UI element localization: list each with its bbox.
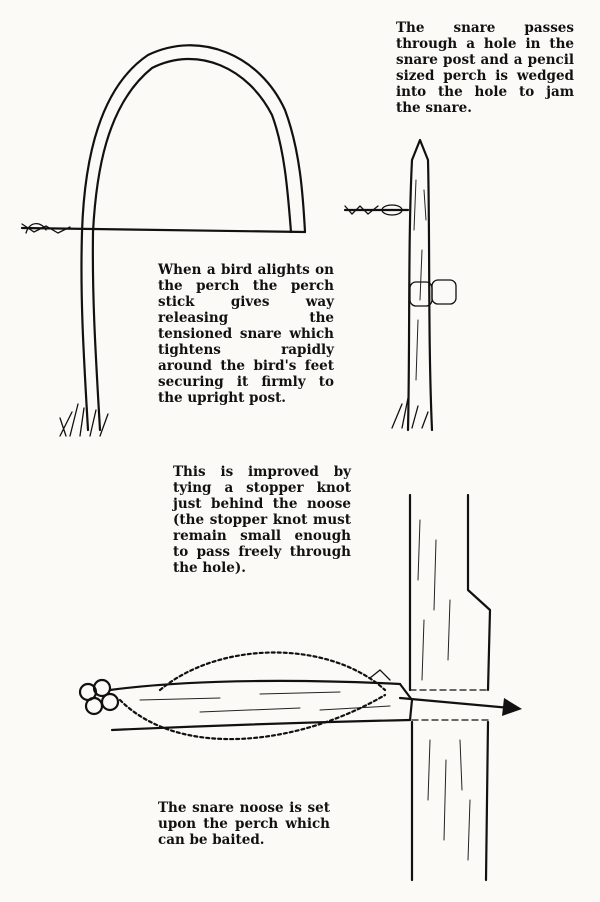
caption-bird-alights: When a bird alights on the perch the perch stick gives way releasing the tensioned snare which tightens rapidly around the bird's feet securing it firmly to the upright post. xyxy=(158,262,334,406)
snare-post-illustration xyxy=(345,140,456,430)
caption-snare-post: The snare passes through a hole in the snare post and a pencil sized perch is wedged into the hole to jam the snare. xyxy=(396,20,574,116)
caption-noose-set: The snare noose is set upon the perch which can be baited. xyxy=(158,800,330,848)
caption-stopper-knot: This is improved by tying a stopper knot just behind the noose (the stopper knot must remain small enough to pass freely through the hole). xyxy=(173,464,351,576)
